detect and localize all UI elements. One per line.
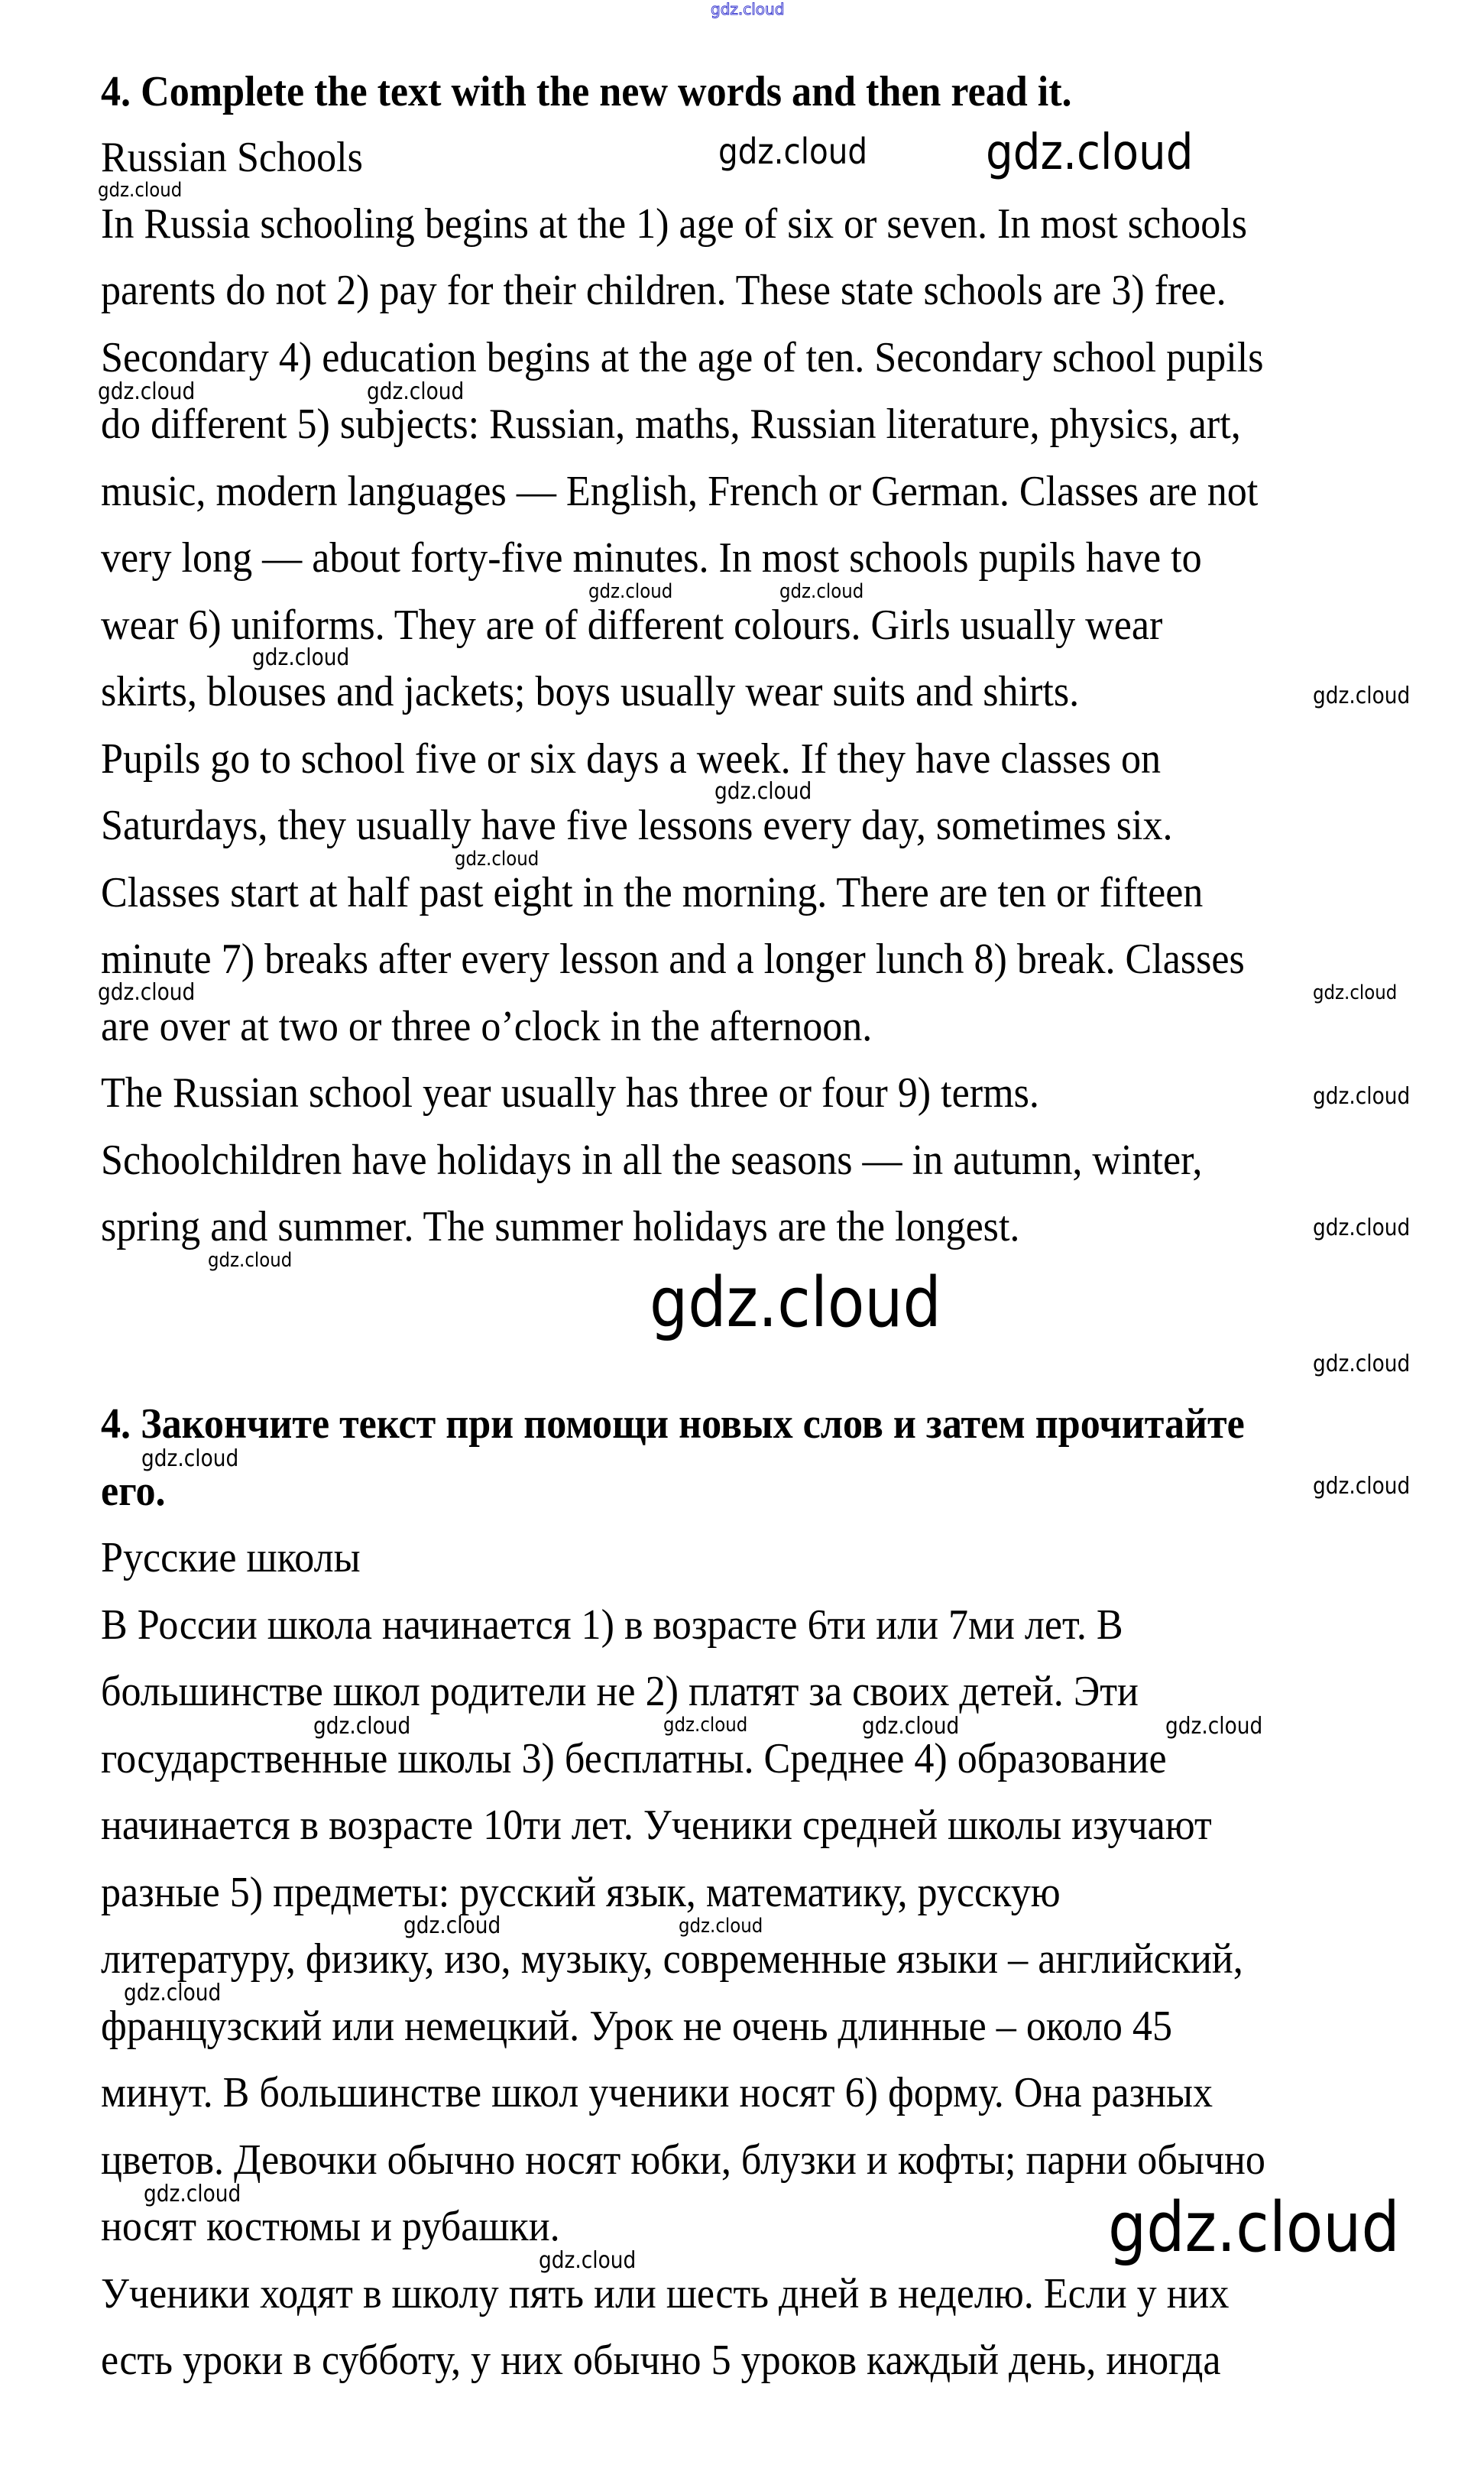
english-line: wear 6) uniforms. They are of different colours. Girls usually wear [101, 602, 1163, 649]
russian-title: Русские школы [101, 1534, 361, 1581]
english-line: very long — about forty-five minutes. In most schools pupils have to [101, 534, 1202, 582]
watermark: gdz.cloud [1313, 1473, 1411, 1500]
english-line: do different 5) subjects: Russian, maths, Russian literature, physics, art, [101, 401, 1241, 448]
russian-line: государственные школы 3) бесплатны. Среднее 4) образование [101, 1735, 1167, 1782]
russian-task-heading: 4. Закончите текст при помощи новых слов и затем прочитайте [101, 1400, 1245, 1448]
watermark: gdz.cloud [1313, 981, 1398, 1004]
watermark: gdz.cloud [98, 378, 196, 405]
watermark: gdz.cloud [779, 580, 864, 603]
watermark: gdz.cloud [144, 2181, 241, 2207]
watermark: gdz.cloud [539, 2247, 637, 2274]
watermark: gdz.cloud [714, 778, 812, 805]
english-line: skirts, blouses and jackets; boys usually wear suits and shirts. [101, 668, 1080, 715]
english-line: The Russian school year usually has three or four 9) terms. [101, 1069, 1039, 1117]
english-line: In Russia schooling begins at the 1) age of six or seven. In most schools [101, 200, 1247, 248]
russian-line: В России школа начинается 1) в возрасте 6ти или 7ми лет. В [101, 1601, 1123, 1649]
watermark: gdz.cloud [98, 979, 196, 1006]
english-line: minute 7) breaks after every lesson and a longer lunch 8) break. Classes [101, 936, 1245, 983]
watermark: gdz.cloud [679, 1915, 763, 1938]
russian-line: разные 5) предметы: русский язык, математику, русскую [101, 1869, 1061, 1916]
russian-line: минут. В большинстве школ ученики носят 6) форму. Она разных [101, 2069, 1213, 2116]
watermark: gdz.cloud [588, 580, 673, 603]
english-line: Secondary 4) education begins at the age of ten. Secondary school pupils [101, 334, 1264, 381]
watermark: gdz.cloud [1108, 2188, 1400, 2268]
watermark: gdz.cloud [98, 179, 183, 202]
watermark: gdz.cloud [1165, 1713, 1263, 1740]
watermark: gdz.cloud [1313, 1351, 1411, 1377]
russian-line: носят костюмы и рубашки. [101, 2203, 560, 2250]
watermark: gdz.cloud [718, 131, 868, 172]
watermark: gdz.cloud [1313, 1083, 1411, 1110]
english-line: Schoolchildren have holidays in all the seasons — in autumn, winter, [101, 1137, 1203, 1184]
watermark: gdz.cloud [367, 378, 465, 405]
russian-line: Ученики ходят в школу пять или шесть дней в неделю. Если у них [101, 2270, 1230, 2317]
watermark: gdz.cloud [208, 1249, 293, 1272]
watermark: gdz.cloud [663, 1714, 748, 1737]
english-line: Classes start at half past eight in the morning. There are ten or fifteen [101, 869, 1204, 916]
watermark: gdz.cloud [455, 848, 539, 871]
watermark: gdz.cloud [650, 1263, 941, 1343]
russian-line: французский или немецкий. Урок не очень длинные – около 45 [101, 2003, 1173, 2050]
english-task-heading: 4. Complete the text with the new words and then read it. [101, 68, 1072, 115]
watermark: gdz.cloud [124, 1980, 222, 2006]
russian-line: большинстве школ родители не 2) платят за своих детей. Эти [101, 1668, 1139, 1715]
english-title: Russian Schools [101, 134, 363, 181]
watermark: gdz.cloud [252, 644, 350, 671]
watermark: gdz.cloud [403, 1912, 501, 1939]
watermark: gdz.cloud [862, 1713, 960, 1740]
russian-task-heading-cont: его. [101, 1468, 166, 1515]
russian-line: есть уроки в субботу, у них обычно 5 уроков каждый день, иногда [101, 2337, 1221, 2384]
watermark: gdz.cloud [1313, 683, 1411, 709]
english-line: are over at two or three o’clock in the afternoon. [101, 1003, 873, 1050]
english-line: music, modern languages — English, French or German. Classes are not [101, 468, 1259, 515]
top-watermark: gdz.cloud [711, 0, 785, 18]
watermark: gdz.cloud [1313, 1215, 1411, 1241]
english-line: Saturdays, they usually have five lessons every day, sometimes six. [101, 802, 1173, 849]
russian-line: начинается в возрасте 10ти лет. Ученики средней школы изучают [101, 1802, 1212, 1849]
watermark: gdz.cloud [313, 1713, 411, 1740]
english-line: parents do not 2) pay for their children. These state schools are 3) free. [101, 267, 1226, 314]
english-line: Pupils go to school five or six days a week. If they have classes on [101, 735, 1162, 783]
watermark: gdz.cloud [141, 1445, 239, 1472]
english-line: spring and summer. The summer holidays are the longest. [101, 1203, 1020, 1250]
russian-line: литературу, физику, изо, музыку, современные языки – английский, [101, 1935, 1243, 1983]
russian-line: цветов. Девочки обычно носят юбки, блузки и кофты; парни обычно [101, 2136, 1265, 2184]
watermark: gdz.cloud [986, 125, 1194, 181]
